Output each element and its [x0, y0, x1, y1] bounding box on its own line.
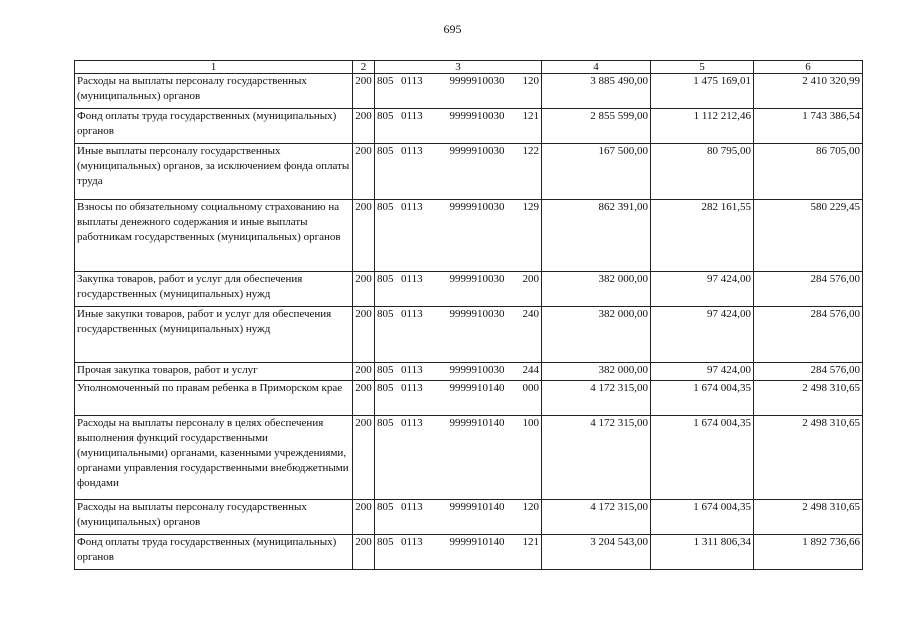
row-name-cell: Иные выплаты персоналу государственных (муниципальных) органов, за исключением фонда оплаты труда	[75, 144, 353, 200]
code-department: 805	[377, 110, 394, 122]
row-col4-cell: 3 204 543,00	[542, 535, 651, 570]
row-code-cell	[375, 200, 542, 272]
code-target: 9999910030	[449, 364, 505, 376]
column-header: 5	[651, 61, 754, 74]
row-col2-cell: 200	[353, 109, 375, 144]
row-col6-cell: 1 892 736,66	[754, 535, 863, 570]
table-row	[75, 500, 863, 535]
row-col5-cell: 1 674 004,35	[651, 416, 754, 500]
code-group	[377, 363, 539, 378]
code-target: 9999910140	[449, 501, 505, 513]
code-type: 240	[522, 308, 539, 320]
code-group	[377, 381, 539, 396]
code-target: 9999910140	[449, 536, 505, 548]
row-col5-cell: 97 424,00	[651, 272, 754, 307]
code-section: 0113	[401, 273, 423, 285]
row-col4-cell: 382 000,00	[542, 272, 651, 307]
row-code-cell	[375, 74, 542, 109]
row-col5-cell: 97 424,00	[651, 307, 754, 363]
code-target: 9999910030	[449, 308, 505, 320]
code-section: 0113	[401, 145, 423, 157]
row-name-cell: Расходы на выплаты персоналу в целях обеспечения выполнения функций государственными (муниципальными) органами, казенными учреждениями, органами управления государственными внебюджетными фондами	[75, 416, 353, 500]
code-department: 805	[377, 382, 394, 394]
code-type: 129	[522, 201, 539, 213]
code-department: 805	[377, 145, 394, 157]
column-header: 4	[542, 61, 651, 74]
code-section: 0113	[401, 308, 423, 320]
row-col5-cell: 1 112 212,46	[651, 109, 754, 144]
row-name-cell: Расходы на выплаты персоналу государственных (муниципальных) органов	[75, 500, 353, 535]
row-code-cell	[375, 144, 542, 200]
row-code-cell	[375, 416, 542, 500]
code-type: 120	[522, 501, 539, 513]
code-type: 200	[522, 273, 539, 285]
code-department: 805	[377, 201, 394, 213]
code-type: 121	[522, 110, 539, 122]
row-col5-cell: 1 311 806,34	[651, 535, 754, 570]
code-type: 122	[522, 145, 539, 157]
code-target: 9999910030	[449, 201, 505, 213]
row-col6-cell: 580 229,45	[754, 200, 863, 272]
row-col6-cell: 2 410 320,99	[754, 74, 863, 109]
row-name-cell: Закупка товаров, работ и услуг для обеспечения государственных (муниципальных) нужд	[75, 272, 353, 307]
row-col5-cell: 1 475 169,01	[651, 74, 754, 109]
code-target: 9999910140	[449, 417, 505, 429]
code-section: 0113	[401, 501, 423, 513]
row-name-cell: Иные закупки товаров, работ и услуг для обеспечения государственных (муниципальных) нужд	[75, 307, 353, 363]
table-row	[75, 381, 863, 416]
code-group	[377, 272, 539, 287]
row-col5-cell: 1 674 004,35	[651, 500, 754, 535]
row-col2-cell: 200	[353, 200, 375, 272]
table-row	[75, 307, 863, 363]
row-code-cell	[375, 535, 542, 570]
code-department: 805	[377, 417, 394, 429]
code-type: 120	[522, 75, 539, 87]
code-group	[377, 109, 539, 124]
row-col6-cell: 284 576,00	[754, 307, 863, 363]
code-type: 121	[522, 536, 539, 548]
row-col2-cell: 200	[353, 144, 375, 200]
row-col4-cell: 167 500,00	[542, 144, 651, 200]
row-code-cell	[375, 109, 542, 144]
code-group	[377, 307, 539, 322]
code-group	[377, 200, 539, 215]
row-col6-cell: 2 498 310,65	[754, 500, 863, 535]
row-name-cell: Расходы на выплаты персоналу государственных (муниципальных) органов	[75, 74, 353, 109]
row-name-cell: Уполномоченный по правам ребенка в Приморском крае	[75, 381, 353, 416]
table-body	[75, 74, 863, 570]
table-row	[75, 272, 863, 307]
row-col5-cell: 97 424,00	[651, 363, 754, 381]
row-col2-cell: 200	[353, 74, 375, 109]
row-col2-cell: 200	[353, 307, 375, 363]
row-col4-cell: 4 172 315,00	[542, 500, 651, 535]
row-col4-cell: 3 885 490,00	[542, 74, 651, 109]
row-code-cell	[375, 381, 542, 416]
row-name-cell: Фонд оплаты труда государственных (муниципальных) органов	[75, 535, 353, 570]
row-col6-cell: 2 498 310,65	[754, 416, 863, 500]
table-row	[75, 416, 863, 500]
table-row	[75, 74, 863, 109]
row-code-cell	[375, 307, 542, 363]
table-row	[75, 109, 863, 144]
table-row	[75, 144, 863, 200]
code-target: 9999910140	[449, 382, 505, 394]
row-col2-cell: 200	[353, 272, 375, 307]
row-code-cell	[375, 272, 542, 307]
code-group	[377, 144, 539, 159]
row-col2-cell: 200	[353, 363, 375, 381]
row-col5-cell: 1 674 004,35	[651, 381, 754, 416]
code-department: 805	[377, 364, 394, 376]
code-section: 0113	[401, 382, 423, 394]
code-department: 805	[377, 75, 394, 87]
page-number: 695	[443, 22, 462, 36]
code-target: 9999910030	[449, 273, 505, 285]
code-section: 0113	[401, 75, 423, 87]
row-col4-cell: 4 172 315,00	[542, 381, 651, 416]
code-type: 244	[522, 364, 539, 376]
code-group	[377, 74, 539, 89]
row-code-cell	[375, 363, 542, 381]
row-col4-cell: 2 855 599,00	[542, 109, 651, 144]
code-section: 0113	[401, 201, 423, 213]
code-department: 805	[377, 308, 394, 320]
budget-table	[74, 60, 863, 570]
row-col2-cell: 200	[353, 500, 375, 535]
table-row	[75, 363, 863, 381]
row-col5-cell: 80 795,00	[651, 144, 754, 200]
column-header: 1	[75, 61, 353, 74]
row-col2-cell: 200	[353, 535, 375, 570]
row-col6-cell: 1 743 386,54	[754, 109, 863, 144]
code-group	[377, 535, 539, 550]
code-section: 0113	[401, 364, 423, 376]
table-header-row	[75, 61, 863, 74]
row-col2-cell: 200	[353, 416, 375, 500]
row-name-cell: Взносы по обязательному социальному страхованию на выплаты денежного содержания и иные выплаты работникам государственных (муниципальных) органов	[75, 200, 353, 272]
row-col4-cell: 4 172 315,00	[542, 416, 651, 500]
code-department: 805	[377, 536, 394, 548]
table-row	[75, 535, 863, 570]
row-col2-cell: 200	[353, 381, 375, 416]
code-department: 805	[377, 273, 394, 285]
column-header: 3	[375, 61, 542, 74]
column-header: 6	[754, 61, 863, 74]
row-col5-cell: 282 161,55	[651, 200, 754, 272]
row-name-cell: Прочая закупка товаров, работ и услуг	[75, 363, 353, 381]
row-col4-cell: 862 391,00	[542, 200, 651, 272]
code-type: 100	[522, 417, 539, 429]
row-col4-cell: 382 000,00	[542, 307, 651, 363]
row-col6-cell: 284 576,00	[754, 272, 863, 307]
row-code-cell	[375, 500, 542, 535]
code-target: 9999910030	[449, 75, 505, 87]
code-group	[377, 416, 539, 431]
row-col6-cell: 86 705,00	[754, 144, 863, 200]
code-type: 000	[522, 382, 539, 394]
code-department: 805	[377, 501, 394, 513]
row-name-cell: Фонд оплаты труда государственных (муниципальных) органов	[75, 109, 353, 144]
row-col6-cell: 2 498 310,65	[754, 381, 863, 416]
code-section: 0113	[401, 417, 423, 429]
code-section: 0113	[401, 536, 423, 548]
code-section: 0113	[401, 110, 423, 122]
code-target: 9999910030	[449, 145, 505, 157]
column-header: 2	[353, 61, 375, 74]
code-group	[377, 500, 539, 515]
table-row	[75, 200, 863, 272]
row-col4-cell: 382 000,00	[542, 363, 651, 381]
code-target: 9999910030	[449, 110, 505, 122]
row-col6-cell: 284 576,00	[754, 363, 863, 381]
